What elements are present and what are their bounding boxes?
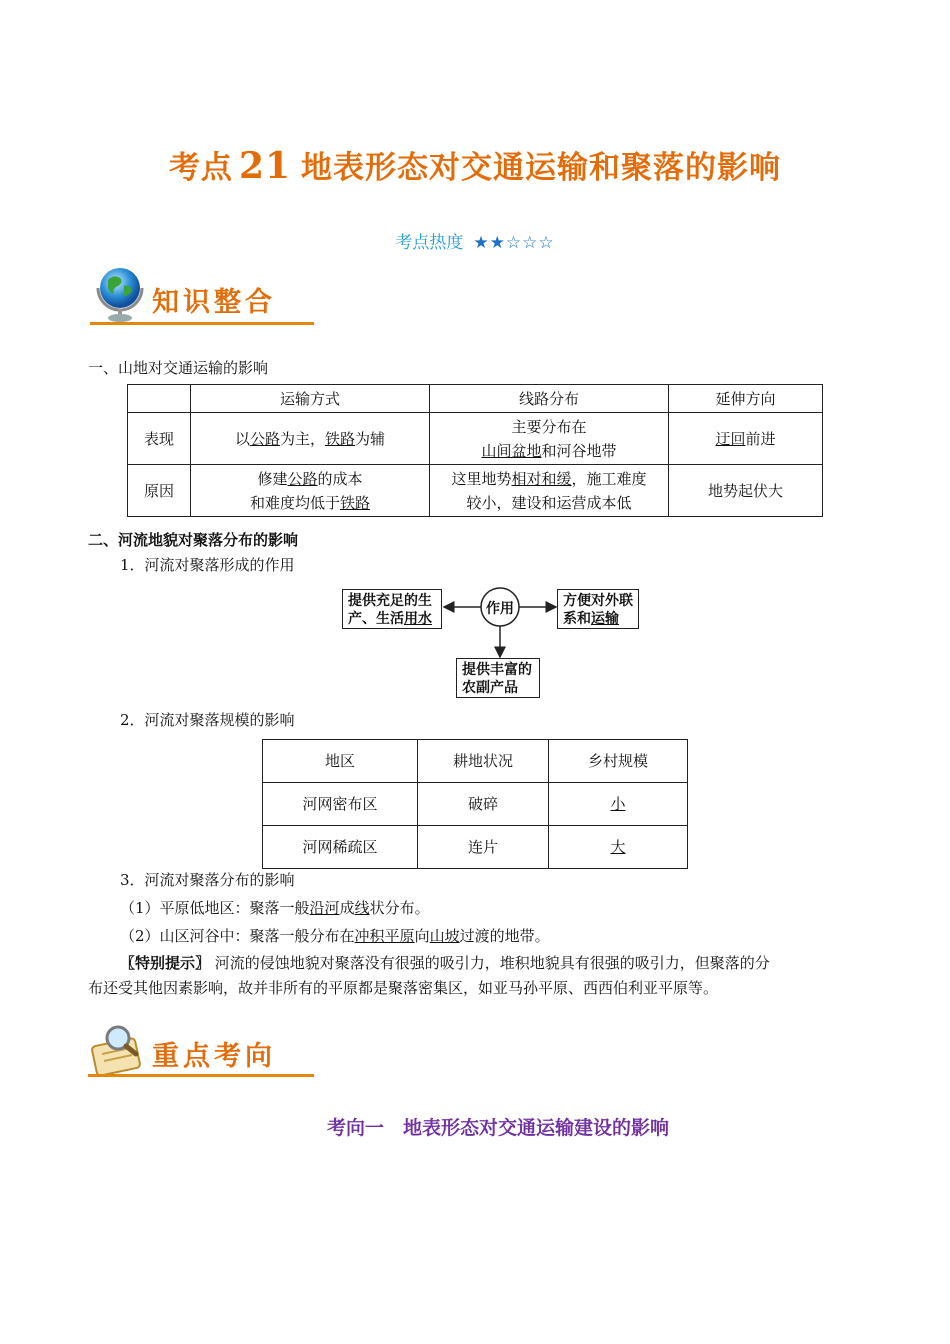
- river-function-diagram: [340, 585, 640, 700]
- diagram-center-label: 作用: [486, 601, 514, 617]
- table-row: [128, 465, 823, 517]
- diagram-box-transport: 方便对外联 系和运输: [557, 589, 639, 629]
- table-header: 运输方式: [191, 385, 430, 413]
- row-label: 表现: [128, 413, 191, 465]
- valley-settlement-text: （2）山区河谷中：聚落一般分布在冲积平原向山坡过渡的地带。: [120, 927, 550, 945]
- tip-label: 〖特别提示〗: [120, 954, 211, 972]
- notebook-magnifier-icon: [88, 1024, 150, 1078]
- table-cell: 河网密布区: [263, 783, 418, 826]
- table-header: 地区: [263, 740, 418, 783]
- table-header: 线路分布: [430, 385, 669, 413]
- special-tip-line2: 布还受其他因素影响，故并非所有的平原都是聚落密集区，如亚马孙平原、西西伯利亚平原等。: [88, 979, 719, 997]
- table-cell: 这里地势相对和缓，施工难度 较小，建设和运营成本低: [430, 465, 669, 517]
- table-header: 耕地状况: [418, 740, 549, 783]
- table-cell: 迂回前进: [669, 413, 823, 465]
- table-row: [263, 826, 688, 869]
- heat-label: 考点热度: [395, 233, 464, 253]
- sub2-heading: 2．河流对聚落规模的影响: [120, 711, 295, 729]
- heat-stars: ★★☆☆☆: [473, 233, 555, 253]
- transport-table: [127, 384, 823, 517]
- page-title: [0, 142, 950, 187]
- globe-icon: [90, 262, 150, 324]
- table-cell: 以公路为主，铁路为辅: [191, 413, 430, 465]
- table-row: [263, 783, 688, 826]
- row-label: 原因: [128, 465, 191, 517]
- table-cell: 大: [549, 826, 688, 869]
- section1-heading: 一、山地对交通运输的影响: [88, 359, 269, 377]
- section2-heading: 二、河流地貌对聚落分布的影响: [88, 531, 299, 549]
- table-cell: 地势起伏大: [669, 465, 823, 517]
- table-cell: 河网稀疏区: [263, 826, 418, 869]
- table-header: 乡村规模: [549, 740, 688, 783]
- heat-rating: [0, 228, 950, 253]
- title-prefix: 考点: [168, 150, 233, 186]
- table-header: 延伸方向: [669, 385, 823, 413]
- plain-settlement-text: （1）平原低地区：聚落一般沿河成线状分布。: [120, 899, 430, 917]
- village-scale-table: [262, 739, 688, 869]
- table-cell: 连片: [418, 826, 549, 869]
- table-cell: 修建公路的成本 和难度均低于铁路: [191, 465, 430, 517]
- title-number: 21: [238, 145, 292, 187]
- table-cell: 主要分布在 山间盆地和河谷地带: [430, 413, 669, 465]
- direction-one-heading: 考向一 地表形态对交通运输建设的影响: [326, 1117, 669, 1139]
- diagram-box-produce: 提供丰富的 农副产品: [456, 658, 540, 698]
- table-cell: 小: [549, 783, 688, 826]
- focus-section-title: 重点考向: [152, 1041, 276, 1072]
- knowledge-section-title: 知识整合: [152, 287, 276, 318]
- special-tip-line1: 〖特别提示〗 河流的侵蚀地貌对聚落没有很强的吸引力，堆积地貌具有很强的吸引力，但聚落的分: [120, 954, 770, 972]
- diagram-box-water: 提供充足的生 产、生活用水: [342, 589, 442, 629]
- focus-underline: [88, 1074, 314, 1077]
- knowledge-underline: [90, 322, 314, 325]
- table-corner: [128, 385, 191, 413]
- sub1-heading: 1．河流对聚落形成的作用: [120, 556, 295, 574]
- title-text: 地表形态对交通运输和聚落的影响: [301, 150, 782, 186]
- table-row: [128, 413, 823, 465]
- table-cell: 破碎: [418, 783, 549, 826]
- sub3-heading: 3．河流对聚落分布的影响: [120, 871, 295, 889]
